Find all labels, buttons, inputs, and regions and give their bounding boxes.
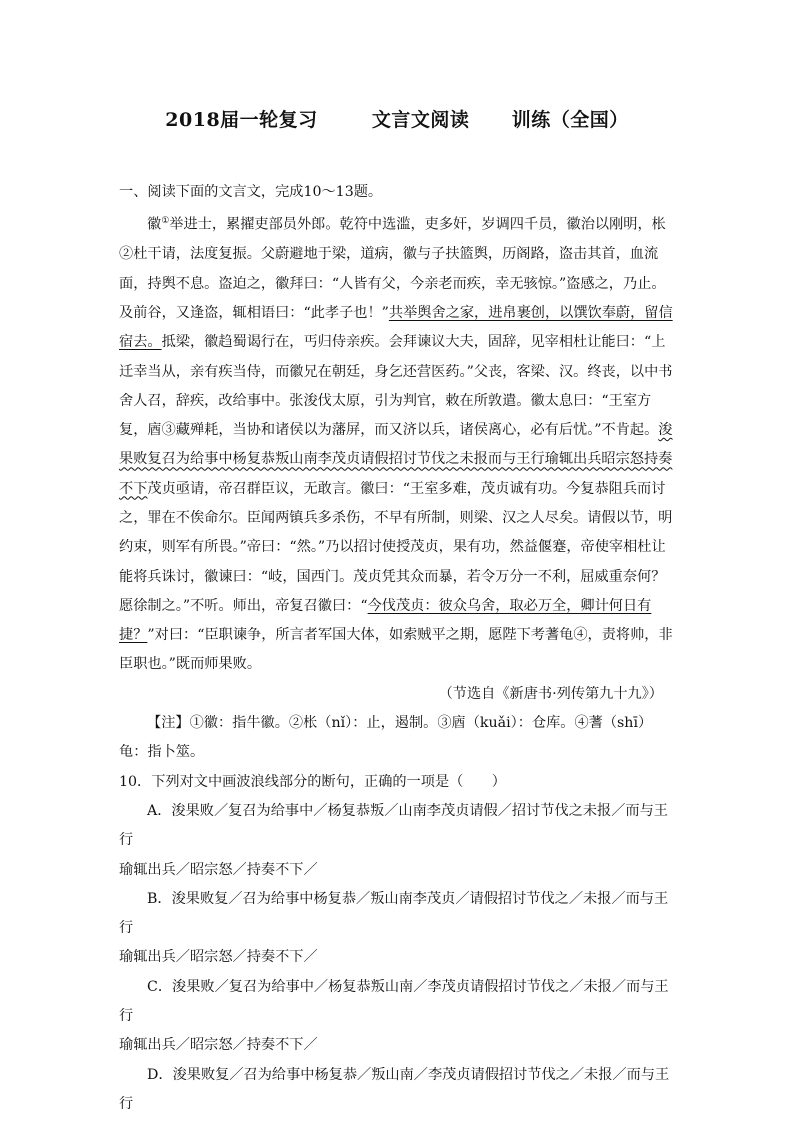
wavy-underlined-passage: 浚果败复召为给事中杨复恭叛山南李茂贞请假招讨节伐之未报而与王行瑜辄出兵昭宗怒持奏不下 (119, 422, 673, 497)
passage-text (119, 207, 679, 679)
option-b (119, 885, 679, 973)
document-body (119, 178, 679, 1119)
footnote-mark: ① (161, 216, 170, 227)
underlined-sentence-1: 共举舆舍之家，进帛裹创，以馔饮奉蔚，留信宿去。 (119, 304, 673, 351)
option-c (119, 973, 679, 1061)
title-part-3: 训练（全国） (511, 109, 629, 131)
passage-segment-5: ”对曰：“臣职谏争，所言者军国大体，如索贼平之期，愿陛下考蓍龟④，责将帅，非臣职也。”既而师果败。 (119, 627, 673, 673)
page-title (0, 105, 794, 132)
option-b-line-2: 瑜辄出兵／昭宗怒／持奏不下／ (119, 949, 318, 966)
option-c-line-1: C．浚果败／复召为给事中／杨复恭叛山南／李茂贞请假招讨节伐之／未报／而与王行 (119, 978, 669, 1025)
option-d-line-1: D．浚果败复／召为给事中杨复恭／叛山南／李茂贞请假招讨节伐之／未报／而与王行 (119, 1066, 670, 1112)
instruction: 一、阅读下面的文言文，完成10～13题。 (119, 184, 383, 200)
passage-segment-4: 茂贞亟请，帝召群臣议，无敢言。徽曰：“王室多难，茂贞诚有功。今复恭阻兵而讨之，罪在不俟命尔。臣闻两镇兵多杀伤，不早有所制，则梁、汉之人尽矣。请假以节，明约束，则军有所畏。”帝曰：“然。”乃以招讨使授茂贞，果有功，然益偃蹇，帝使宰相杜让能将兵诛讨，徽谏曰：“岐，国西门。茂贞凭其众而暴，若令万分一不利，屈威重奈何？愿徐制之。”不听。师出，帝复召徽曰：“ (119, 480, 673, 614)
annotation-note: 【注】①徽：指牛徽。②枨（nǐ）：止，遏制。③庮（kuǎi）：仓库。④蓍（shī）龟：指卜筮。 (119, 715, 653, 761)
question-stem: 10．下列对文中画波浪线部分的断句，正确的一项是（ ） (119, 773, 506, 790)
title-part-1: 2018届一轮复习 (165, 109, 318, 131)
passage-segment-1: 徽 (147, 217, 162, 234)
passage-segment-2: 举进士，累擢吏部员外郎。乾符中选滥，吏多奸，岁调四千员，徽治以刚明，枨②杜干请，法度复振。父蔚避地于梁，道病，徽与子扶篮舆，历阁路，盗击其首，血流面，持舆不息。盗迫之，徽拜曰：“人皆有父，今亲老而疾，幸无骇惊。”盗感之，乃止。及前谷，又逢盗，辄相语曰：“此孝子也！” (119, 217, 666, 321)
source-citation: （节选自《新唐书·列传第九十九》） (438, 685, 663, 702)
option-d (119, 1061, 679, 1120)
underlined-sentence-2: 今伐茂贞：彼众乌舍，取必万全，卿计何日有捷？ (119, 597, 652, 644)
title-part-2: 文言文阅读 (371, 109, 470, 131)
passage-segment-3: 抵梁，徽趋蜀谒行在，丐归侍亲疾。会拜谏议大夫，固辞，见宰相杜让能曰：“上迁幸当从，亲有疾当侍，而徽兄在朝廷，身乞还营医药。”父丧，客梁、汉。终丧，以中书舍人召，辞疾，改给事中。张浚伐太原，引为判官，敕在所敦遣。徽太息曰：“王室方复，庮③藏殚耗，当协和诸侯以为藩屏，而又济以兵，诸侯离心，必有后忧。”不肯起。 (119, 334, 673, 439)
option-a-line-2: 瑜辄出兵／昭宗怒／持奏不下／ (119, 861, 318, 878)
option-a (119, 797, 679, 885)
option-c-line-2: 瑜辄出兵／昭宗怒／持奏不下／ (119, 1037, 318, 1054)
option-a-line-1: A．浚果败／复召为给事中／杨复恭叛／山南李茂贞请假／招讨节伐之未报／而与王行 (119, 802, 668, 849)
option-b-line-1: B．浚果败复／召为给事中杨复恭／叛山南李茂贞／请假招讨节伐之／未报／而与王行 (119, 890, 669, 937)
